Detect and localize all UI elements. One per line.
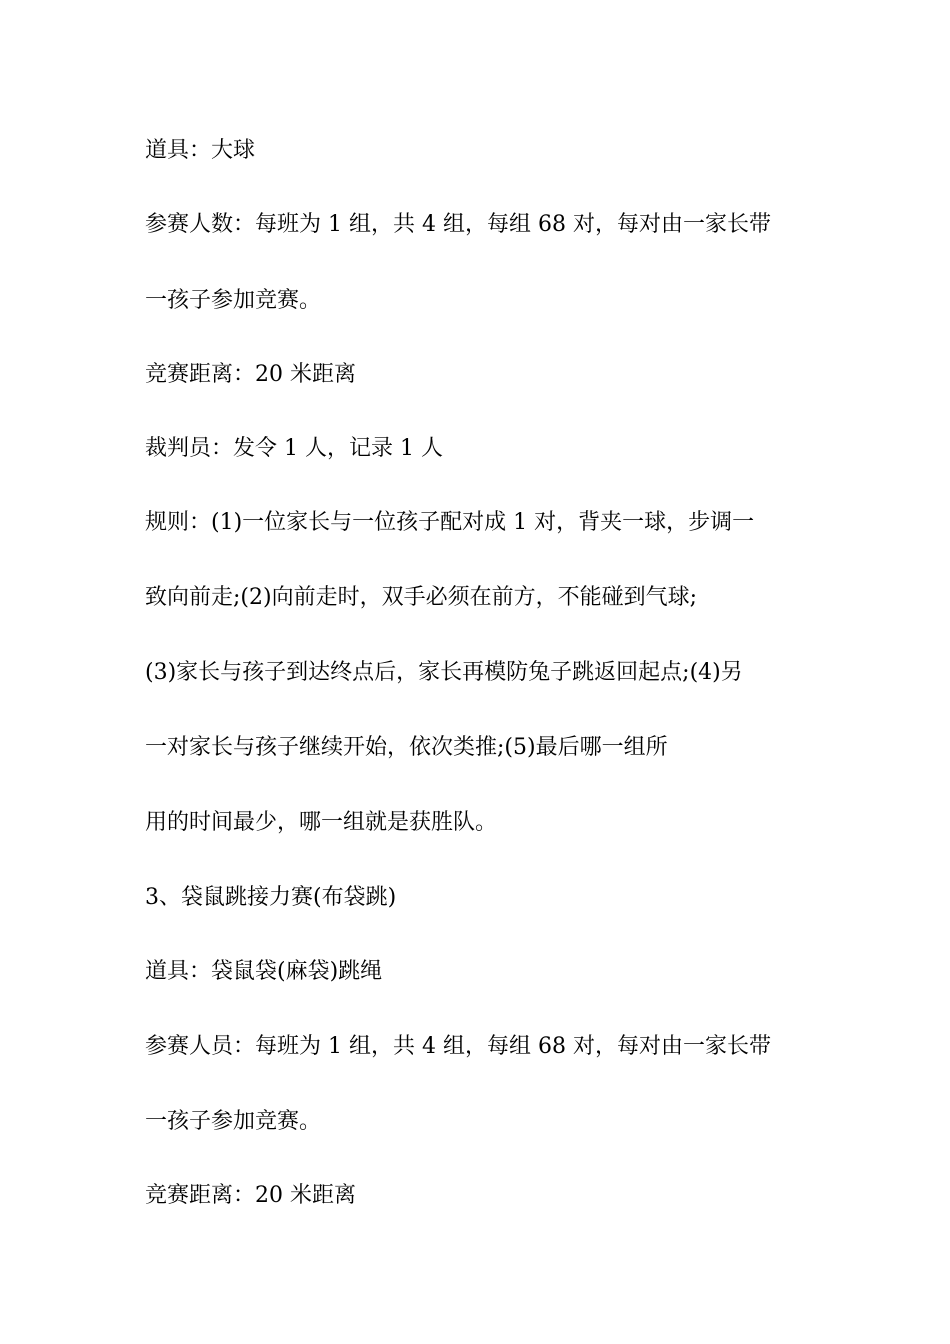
text-line: 参赛人员：每班为 1 组，共 4 组，每组 68 对，每对由一家长带 — [145, 1034, 771, 1059]
text-line: 用的时间最少，哪一组就是获胜队。 — [145, 810, 498, 835]
text-line: 竞赛距离：20 米距离 — [145, 362, 356, 387]
text-line: 规则：(1)一位家长与一位孩子配对成 1 对，背夹一球，步调一 — [145, 510, 755, 535]
text-line: (3)家长与孩子到达终点后，家长再模防兔子跳返回起点;(4)另 — [145, 660, 743, 685]
text-line: 道具：袋鼠袋(麻袋)跳绳 — [145, 959, 383, 984]
text-line: 道具：大球 — [145, 138, 256, 163]
text-line: 一孩子参加竞赛。 — [145, 1109, 322, 1134]
text-line: 竞赛距离：20 米距离 — [145, 1183, 356, 1208]
text-line: 参赛人数：每班为 1 组，共 4 组，每组 68 对，每对由一家长带 — [145, 212, 771, 237]
text-line: 一孩子参加竞赛。 — [145, 288, 322, 313]
section-heading: 3、袋鼠跳接力赛(布袋跳) — [145, 885, 397, 910]
text-line: 一对家长与孩子继续开始，依次类推;(5)最后哪一组所 — [145, 735, 668, 760]
text-line: 裁判员：发令 1 人，记录 1 人 — [145, 436, 443, 461]
text-line: 致向前走;(2)向前走时，双手必须在前方，不能碰到气球; — [145, 585, 697, 610]
